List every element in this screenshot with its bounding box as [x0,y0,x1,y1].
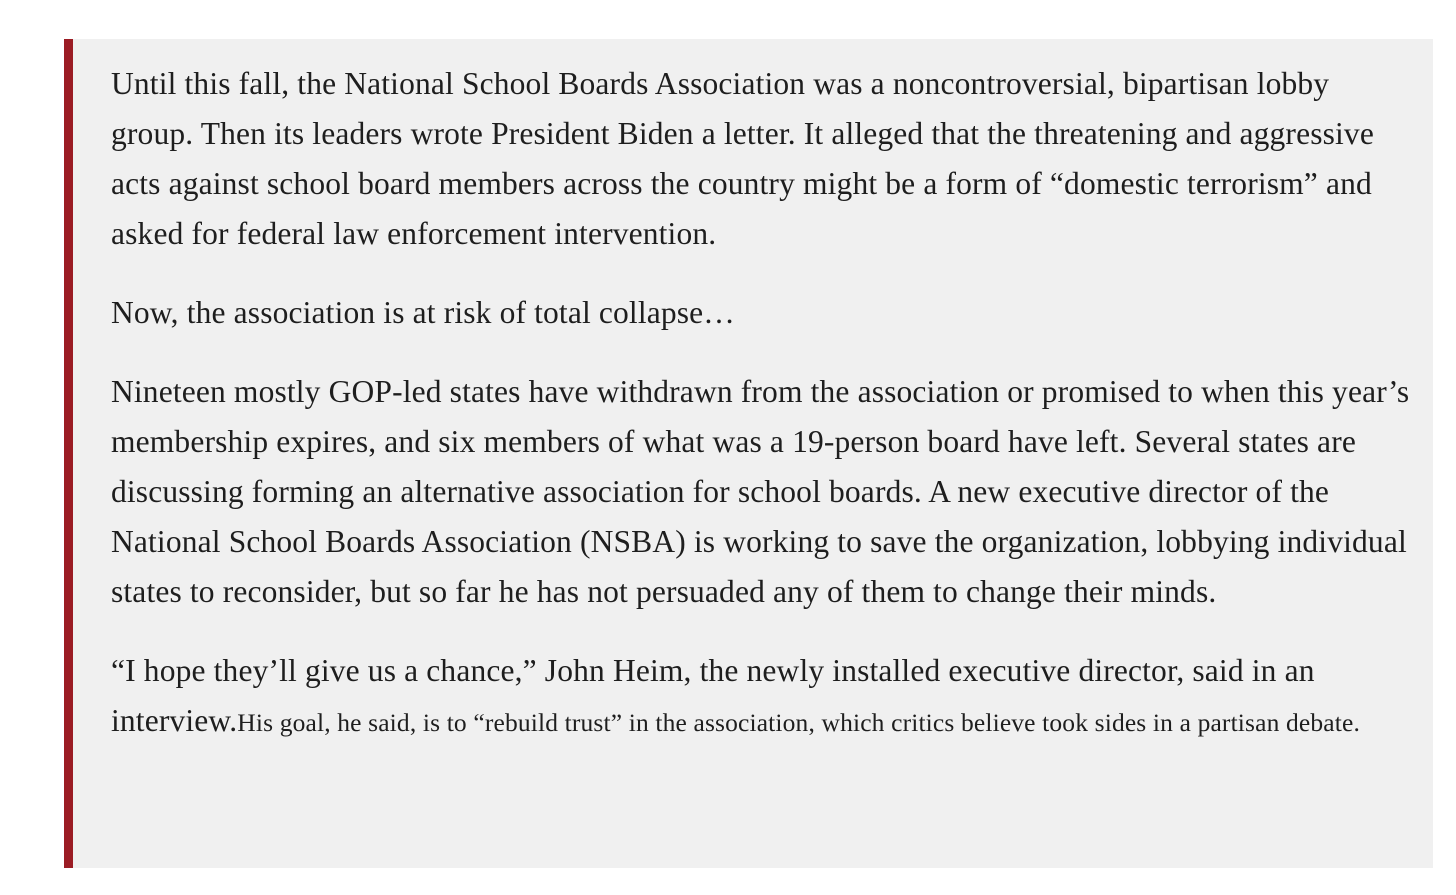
blockquote-body [111,59,1411,748]
quote-paragraph-4-small: His goal, he said, is to “rebuild trust” in the association, which critics believe took sides in a partisan debate. [237,708,1360,737]
quote-paragraph-4 [111,646,1411,748]
quote-paragraph-1: Until this fall, the National School Boards Association was a noncontroversial, bipartisan lobby group. Then its leaders wrote President Biden a letter. It alleged that the threatening and aggressive acts against school board members across the country might be a form of “domestic terrorism” and asked for federal law enforcement intervention. [111,66,1374,251]
quote-paragraph-4-large: “I hope they’ll give us a chance,” John Heim, the newly installed executive director, said in an interview. [111,653,1315,738]
blockquote [64,39,1433,868]
quote-accent-bar [64,39,73,868]
quote-paragraph-2: Now, the association is at risk of total collapse… [111,295,735,330]
quote-paragraph-3: Nineteen mostly GOP-led states have withdrawn from the association or promised to when this year’s membership expires, and six members of what was a 19-person board have left. Several states are discussing forming an alternative association for school boards. A new executive director of the National School Boards Association (NSBA) is working to save the organization, lobbying individual states to reconsider, but so far he has not persuaded any of them to change their minds. [111,374,1410,609]
